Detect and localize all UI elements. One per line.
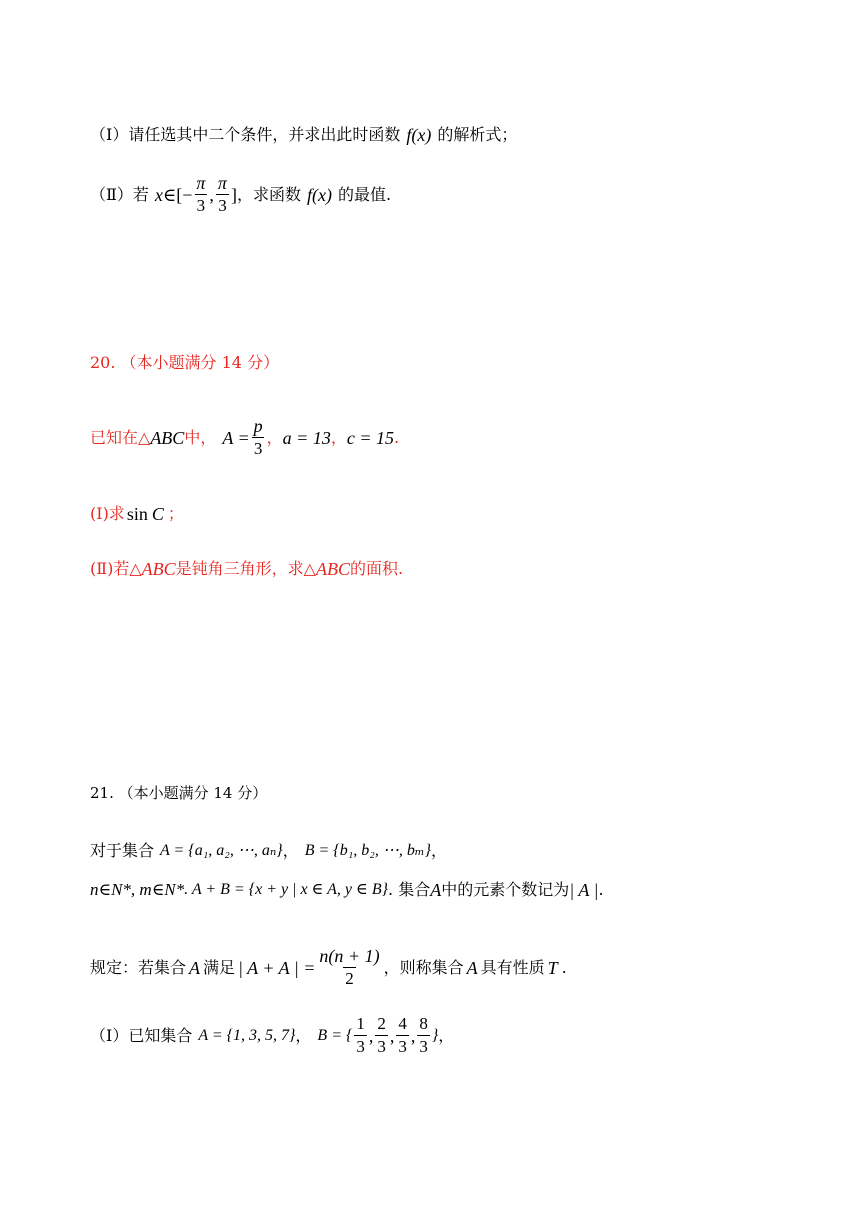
q19-part1-text: 请任选其中二个条件，并求出此时函数 [128,125,401,144]
fraction-denominator: 3 [377,1037,386,1056]
q21-set-a: A = {a₁, a₂, ⋯, aₙ} [160,842,283,859]
q19-part2-in: ∈[− [162,184,193,205]
set-b-fraction [354,1013,367,1058]
q21-set-b: B = {b₁, b₂, ⋯, bₘ} [304,842,432,859]
set-b-fraction [375,1013,388,1058]
q19-part1-func: f(x) [406,125,432,145]
fraction-numerator: 4 [398,1014,407,1033]
fraction-denominator: 3 [398,1037,407,1056]
fraction-separator: , [368,1025,374,1046]
fraction-denominator: 3 [356,1037,365,1056]
fraction-numerator: 8 [419,1014,428,1033]
q21-set-a-values: A = {1, 3, 5, 7} [198,1026,296,1044]
q19-fraction-pi-3-a: $\frac{\pi}{3}$ [196,173,206,215]
q19-part2-pre: 若 [132,184,149,204]
q20-triangle-abc: ABC [150,427,185,448]
q20-given: 已知在△ ABC 中， A = $\frac{p}{3}$ ， a = 13 ， c = 15 . [90,416,400,458]
q21-line1: 对于集合 A = {a₁, a₂, ⋯, aₙ} ， B = {b₁, b₂, ⋯, bₘ} ， [90,839,447,863]
q19-part2-tail: 的最值. [337,184,392,204]
q19-part2: （Ⅱ） 若 x ∈[− $\frac{\pi}{3}$ , $\frac{\pi}{3}$ ] ，求函数 f(x) 的最值. [90,173,392,215]
q20-part1: (Ⅰ)求 sin C ； [90,504,184,524]
q21-line4: （Ⅰ）已知集合 A = {1, 3, 5, 7} ， B = { $\frac{1}{3}$ , $\frac{2}{3}$ , $\frac{4}{3}$ , $\frac{8}{3}$ } ， [90,1014,455,1056]
fraction-separator: , [410,1025,416,1046]
q21-heading: 21. （本小题满分 14 分） [90,784,268,802]
fraction-denominator: 3 [419,1037,428,1056]
q21-set-b-fractions [352,1013,432,1058]
q20-part2: (Ⅱ)若△ ABC 是钝角三角形，求△ ABC 的面积. [90,559,404,579]
q20-fraction-p-3: $\frac{p}{3}$ [253,416,263,458]
fraction-numerator: 2 [377,1014,386,1033]
q20-heading: 20. （本小题满分 14 分） [90,353,280,372]
q21-line3: 规定：若集合 A 满足 | A + A | = $\frac{n(n + 1)}{2}$ ，则称集合 A 具有性质 T . [90,946,567,988]
q19-part2-func: f(x) [306,184,332,205]
q21-sum-def: . A + B = {x + y | x ∈ A, y ∈ B} [184,881,389,898]
q19-part1-label: （Ⅰ） [90,125,129,144]
fraction-separator: , [389,1025,395,1046]
set-b-fraction [396,1013,409,1058]
q19-part1-tail: 的解析式； [437,125,518,144]
q19-part2-mid: ，求函数 [236,184,301,204]
q21-line2: n∈N*, m∈N* . A + B = {x + y | x ∈ A, y ∈ B} . 集合 A 中的元素个数记为 | A | . [90,880,604,900]
q21-fraction-n-n1-2: $\frac{n(n + 1)}{2}$ [319,946,380,988]
q19-part2-label: （Ⅱ） [90,184,133,204]
set-b-fraction [417,1013,430,1058]
q21-nm: n∈N*, m∈N* [90,880,185,899]
fraction-numerator: 1 [356,1014,365,1033]
q19-part2-var: x [154,184,163,205]
q19-part1 [90,123,517,147]
q19-fraction-pi-3-b: $\frac{\pi}{3}$ [217,173,227,215]
